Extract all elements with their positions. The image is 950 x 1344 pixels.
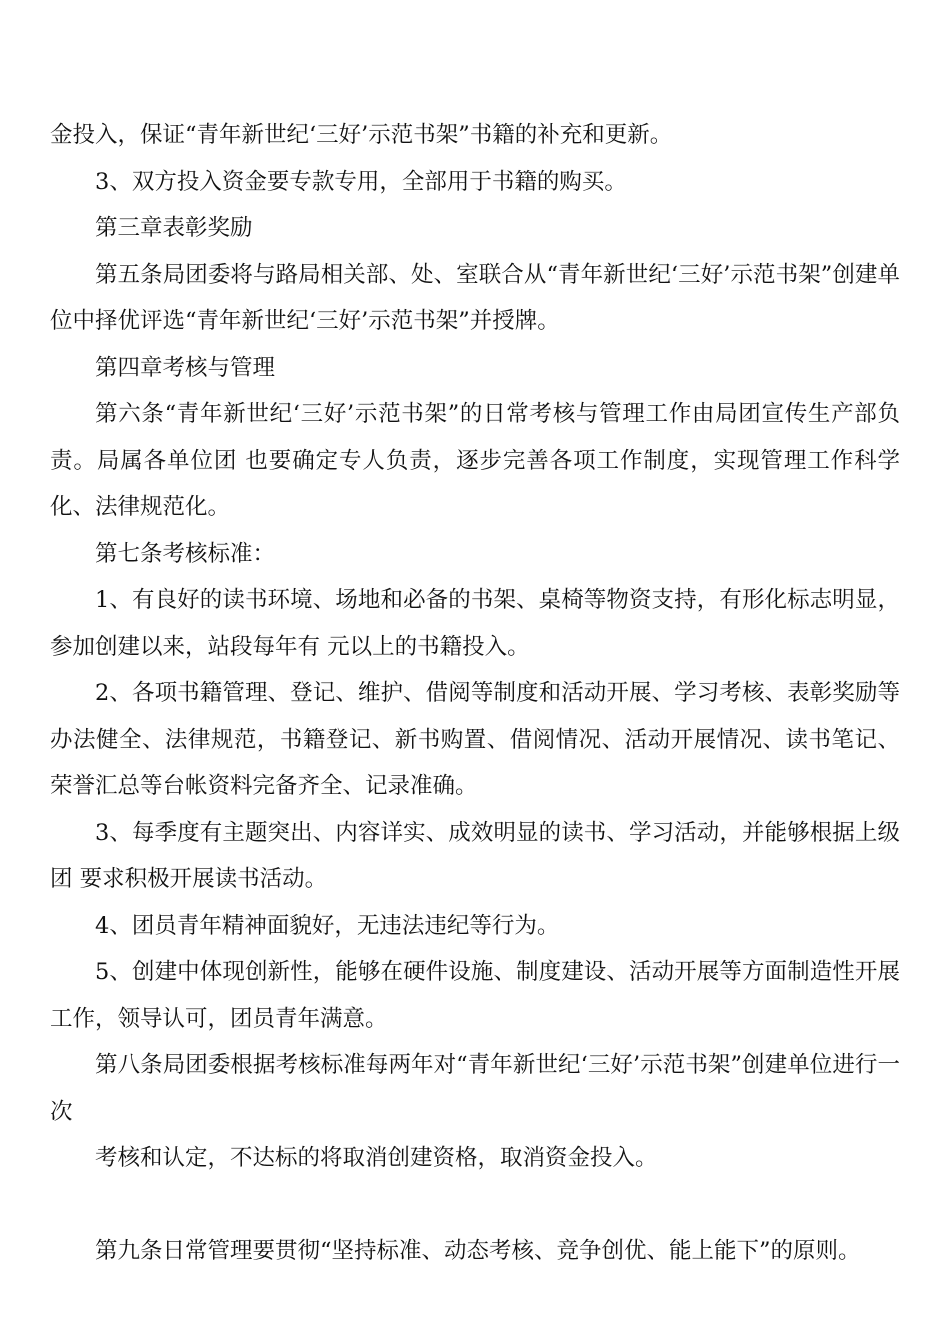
article-9: 第九条日常管理要贯彻“坚持标准、动态考核、竞争创优、能上能下”的原则。 bbox=[95, 1237, 861, 1264]
criterion-3: 3、每季度有主题突出、内容详实、成效明显的读书、学习活动，并能够根据上级团 要求积极开展读书活动。 bbox=[50, 819, 900, 892]
blank-line bbox=[50, 1182, 900, 1228]
criterion-2: 2、各项书籍管理、登记、维护、借阅等制度和活动开展、学习考核、表彰奖励等办法健全、法律规范，书籍登记、新书购置、借阅情况、活动开展情况、读书笔记、荣誉汇总等台帐资料完备齐全、记录准确。 bbox=[50, 680, 900, 799]
article-8-continuation: 考核和认定，不达标的将取消创建资格，取消资金投入。 bbox=[95, 1145, 658, 1171]
article-7: 第七条考核标准： bbox=[95, 540, 276, 567]
article-5: 第五条局团委将与路局相关部、处、室联合从“青年新世纪‘三好’示范书架”创建单位中择优评选“青年新世纪‘三好’示范书架”并授牌。 bbox=[50, 261, 900, 334]
chapter-4-heading: 第四章考核与管理 bbox=[95, 354, 276, 381]
article-6: 第六条“青年新世纪‘三好’示范书架”的日常考核与管理工作由局团宣传生产部负责。局属各单位团 也要确定专人负责，逐步完善各项工作制度，实现管理工作科学化、法律规范化。 bbox=[50, 401, 900, 520]
criterion-5: 5、创建中体现创新性，能够在硬件设施、制度建设、活动开展等方面制造性开展工作，领导认可，团员青年满意。 bbox=[50, 959, 900, 1032]
chapter-3-heading: 第三章表彰奖励 bbox=[95, 215, 253, 241]
article-8: 第八条局团委根据考核标准每两年对“青年新世纪‘三好’示范书架”创建单位进行一次 bbox=[50, 1052, 900, 1125]
criterion-1: 1、有良好的读书环境、场地和必备的书架、桌椅等物资支持，有形化标志明显，参加创建以来，站段每年有 元以上的书籍投入。 bbox=[50, 587, 900, 660]
paragraph-item-3-funding: 3、双方投入资金要专款专用，全部用于书籍的购买。 bbox=[95, 168, 627, 195]
document-page bbox=[50, 112, 900, 1274]
paragraph-continuation: 金投入，保证“青年新世纪‘三好’示范书架”书籍的补充和更新。 bbox=[50, 122, 673, 148]
criterion-4: 4、团员青年精神面貌好，无违法违纪等行为。 bbox=[95, 912, 560, 939]
